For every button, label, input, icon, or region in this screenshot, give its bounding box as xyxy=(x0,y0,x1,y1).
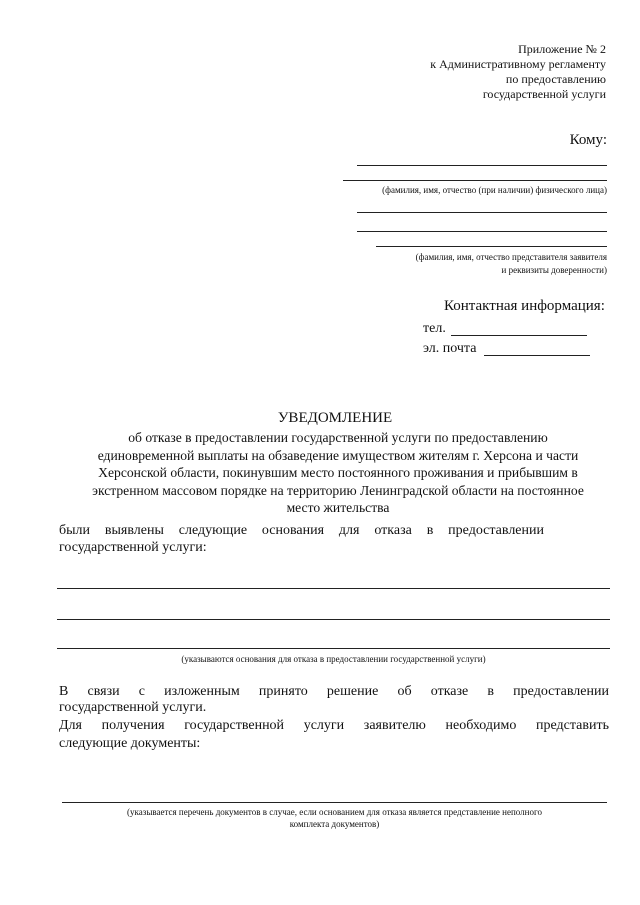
notice-subject: об отказе в предоставлении государственной услуги по предоставлению единовременной выплаты на обзаведение имуществом жителям г. Херсона и части Херсонской области, покинувшим место постоянного проживания и прибывшим в экстренном массовом порядке на территорию Ленинградской области на постоянное место жительства xyxy=(92,430,584,516)
phone-label: тел. xyxy=(423,321,446,336)
grounds-caption: (указываются основания для отказа в предоставлении государственной услуги) xyxy=(181,654,486,664)
contact-label: Контактная информация: xyxy=(444,298,605,314)
documents-line2: следующие документы: xyxy=(59,736,201,751)
appendix-regulation: к Административному регламенту xyxy=(430,57,606,71)
appendix-provision: по предоставлению xyxy=(505,72,606,86)
representative-line-2 xyxy=(357,231,607,232)
decision-line1: В связи с изложенным принято решение об отказе в предоставлении xyxy=(59,684,609,699)
phone-line xyxy=(451,335,587,336)
documents-caption: (указывается перечень документов в случае, если основанием для отказа является представление неполного комплекта документов) xyxy=(127,807,542,829)
recipient-caption: (фамилия, имя, отчество (при наличии) физического лица) xyxy=(382,185,607,195)
representative-line-1 xyxy=(357,212,607,213)
appendix-service: государственной услуги xyxy=(482,87,606,101)
documents-line1: Для получения государственной услуги заявителю необходимо представить xyxy=(59,718,609,733)
appendix-number: Приложение № 2 xyxy=(518,42,606,56)
email-label: эл. почта xyxy=(423,341,477,356)
grounds-paragraph-line2: государственной услуги: xyxy=(59,540,207,555)
grounds-paragraph-line1: были выявлены следующие основания для отказа в предоставлении xyxy=(59,523,544,538)
recipient-name-line-2 xyxy=(343,180,607,181)
recipient-name-line xyxy=(357,165,607,166)
appendix-header xyxy=(430,42,606,102)
email-line xyxy=(484,355,590,356)
grounds-line-1 xyxy=(57,588,610,589)
to-label: Кому: xyxy=(569,132,607,148)
decision-line2: государственной услуги. xyxy=(59,700,207,715)
grounds-line-3 xyxy=(57,648,610,649)
documents-line xyxy=(62,802,607,803)
representative-caption: (фамилия, имя, отчество представителя заявителя и реквизиты доверенности) xyxy=(415,252,607,275)
notice-title: УВЕДОМЛЕНИЕ xyxy=(277,410,393,426)
grounds-line-2 xyxy=(57,619,610,620)
representative-line-3 xyxy=(376,246,607,247)
